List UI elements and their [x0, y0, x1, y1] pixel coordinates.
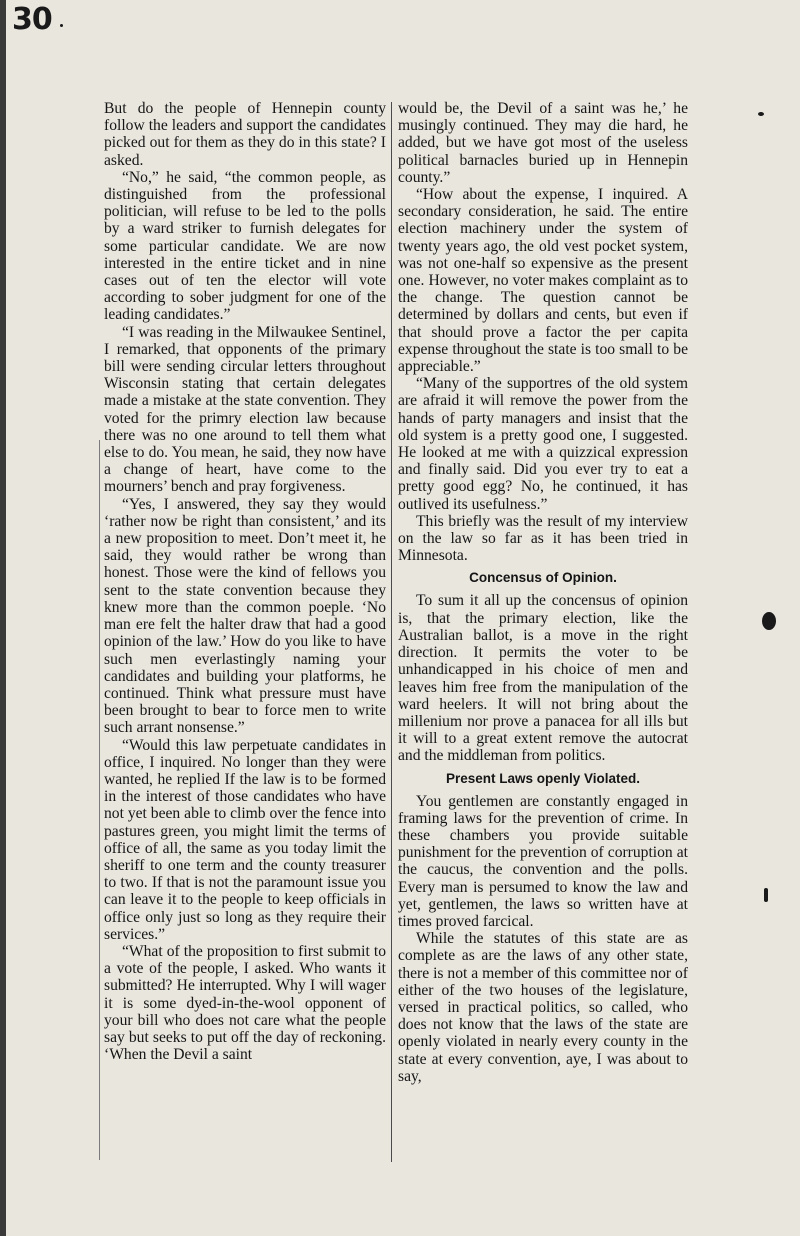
ink-speck: [764, 888, 768, 902]
scan-edge-shadow: [0, 0, 6, 1236]
ink-blot: [762, 612, 776, 630]
ink-speck: [758, 112, 764, 116]
left-margin-rule: [99, 440, 100, 1160]
section-heading: Present Laws openly Violated.: [445, 770, 641, 786]
column-rule: [391, 102, 392, 1162]
paragraph: would be, the Devil of a saint was he,’ he musingly continued. They may die hard, he added, but we have got most of the useless political barnacles buried up in Hennepin county.”: [398, 100, 688, 186]
paragraph: But do the people of Hennepin county follow the leaders and support the candidates picked out for them as they do in this state? I asked.: [104, 100, 386, 169]
paragraph: “What of the proposition to first submit to a vote of the people, I asked. Who wants it submitted? He interrupted. Why I will wager it is some dyed-in-the-wool opponent of your bill who does not care what the people say but seeks to put off the day of reckoning. ‘When the Devil a saint: [104, 942, 386, 1064]
paragraph: “Yes, I answered, they say they would ‘rather now be right than consistent,’ and its a new proposition to meet. Don’t meet it, he said, they would rather be wrong than honest. Those were the kind of fellows you sent to the state convention because they knew more than the common poeple. ‘No man ere felt the halter draw that had a good opinion of the law.’ How do you like to have such men everlastingly naming your candidates and building your platforms, he continued. Think what pressure must have been brought to bear to force men to write such arrant nonsense.”: [104, 495, 386, 737]
paragraph: You gentlemen are constantly engaged in framing laws for the prevention of crime. In these chambers you provide suitable punishment for the prevention of corruption at the caucus, the convention and the polls. Every man is persumed to know the law and yet, gentlemen, the laws so written have at times proved farcical.: [398, 792, 688, 930]
paragraph: “Many of the supportres of the old system are afraid it will remove the power from the hands of party managers and insist that the old system is a pretty good one, I suggested. He looked at me with a quizzical expression and finally said. Did you ever try to eat a pretty good egg? No, he continued, it has outlived its usefulness.”: [398, 375, 688, 513]
page-number: 30: [12, 2, 52, 37]
paragraph: “Would this law perpetuate candidates in office, I inquired. No longer than they were wanted, he replied If the law is to be formed in the interest of those candidates who have not yet been able to climb over the fence into pastures green, you might limit the terms of office of all, the same as you today limit the sheriff to one term and the county treasurer to two. If that is not the paramount issue you can leave it to the people to keep officials in office only just so long as they require their services.”: [104, 736, 386, 943]
paragraph: While the statutes of this state are as complete as are the laws of any other state, there is not a member of this committee nor of either of the two houses of the legislature, versed in practical politics, so called, who does not know that the laws of the state are openly violated in nearly every county in the state at every convention, aye, I was about to say,: [398, 930, 688, 1085]
right-column: [398, 100, 688, 1085]
paragraph: “No,” he said, “the common people, as distinguished from the professional politician, will refuse to be led to the polls by a ward striker to furnish delegates for some particular candidate. We are now interested in the entire ticket and in nine cases out of ten the elector will vote according to sober judgment for one of the leading candidates.”: [104, 168, 386, 324]
section-heading: Concensus of Opinion.: [469, 570, 617, 586]
ink-speck: [60, 24, 63, 27]
paragraph: “How about the expense, I inquired. A secondary consideration, he said. The entire election machinery under the system of twenty years ago, the old vest pocket system, was not one-half so expensive as the present one. However, no voter makes complaint as to the change. The question cannot be determined by dollars and cents, but even if that should prove a factor the per capita expense throughout the state is too small to be appreciable.”: [398, 186, 688, 376]
paragraph: This briefly was the result of my interview on the law so far as it has been tried in Minnesota.: [398, 512, 688, 565]
paragraph: To sum it all up the concensus of opinion is, that the primary election, like the Australian ballot, is a move in the right direction. It permits the voter to be unhandicapped in his choice of men and leaves him free from the manipulation of the ward heelers. It will not bring about the millenium nor prove a panacea for all ills but it will to a great extent remove the autocrat and the middleman from politics.: [398, 592, 688, 765]
paragraph: “I was reading in the Milwaukee Sentinel, I remarked, that opponents of the primary bill were sending circular letters throughout Wisconsin stating that certain delegates made a mistake at the state convention. They voted for the primry election law because there was no one around to tell them what else to do. You mean, he said, they now have a change of heart, have come to the mourners’ bench and pray forgiveness.: [104, 323, 386, 496]
left-column: [104, 100, 386, 1063]
